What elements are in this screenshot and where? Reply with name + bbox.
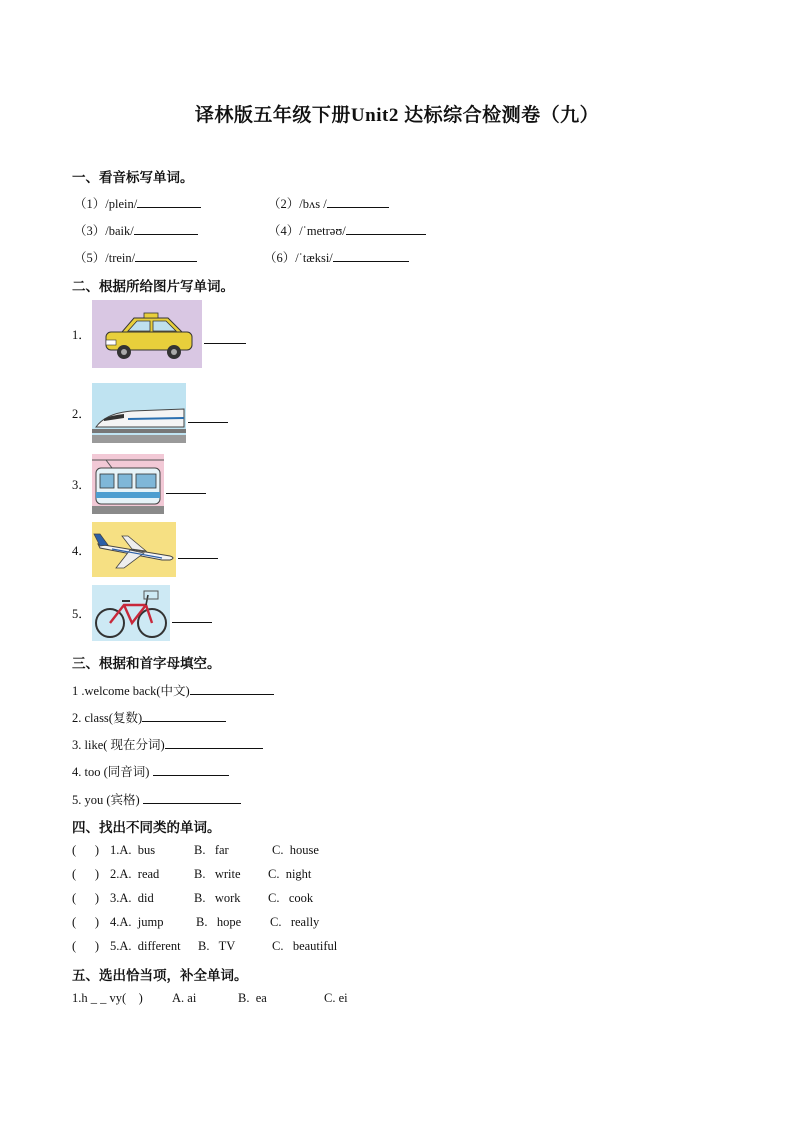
option-c: C. really <box>270 915 320 929</box>
answer-paren[interactable]: ( ) <box>72 867 100 881</box>
option-a: 2.A. read <box>110 867 160 881</box>
bike-picture <box>92 585 170 641</box>
fill-item-1: 1 .welcome back(中文) <box>72 681 274 699</box>
fill-item-5: 5. you (宾格) <box>72 790 241 808</box>
phonetic-item-3: （3）/baik/ <box>74 221 198 239</box>
answer-blank[interactable] <box>333 249 409 262</box>
page-title: 译林版五年级下册Unit2 达标综合检测卷（九） <box>194 105 600 126</box>
option-c: C. beautiful <box>272 939 338 953</box>
option-b: B. hope <box>196 915 242 929</box>
picture-item-3: 3． <box>72 454 206 514</box>
phonetic-item-2: （2）/bʌs / <box>268 194 389 212</box>
picture-item-5: 5． <box>72 585 212 641</box>
answer-blank[interactable] <box>137 195 201 208</box>
answer-blank[interactable] <box>172 612 212 623</box>
answer-blank[interactable] <box>165 736 263 749</box>
answer-blank[interactable] <box>143 791 241 804</box>
answer-blank[interactable] <box>153 763 229 776</box>
option-b: B. ea <box>238 991 267 1005</box>
option-c: C. ei <box>324 991 348 1005</box>
plane-picture <box>92 522 176 577</box>
picture-item-1: 1． <box>72 300 246 368</box>
answer-blank[interactable] <box>188 412 228 423</box>
answer-blank[interactable] <box>142 709 226 722</box>
section-3-heading: 三、根据和首字母填空。 <box>72 656 221 671</box>
answer-blank[interactable] <box>134 222 198 235</box>
section-5-heading: 五、选出恰当项，补全单词。 <box>72 968 248 983</box>
option-c: C. night <box>268 867 312 881</box>
fill-item-3: 3. like( 现在分词) <box>72 735 263 753</box>
option-b: B. far <box>194 843 229 857</box>
option-a: 4.A. jump <box>110 915 164 929</box>
section-2-heading: 二、根据所给图片写单词。 <box>72 279 234 294</box>
answer-paren[interactable]: ( ) <box>72 891 100 905</box>
option-a: 5.A. different <box>110 939 181 953</box>
picture-item-2: 2． <box>72 383 228 443</box>
answer-paren[interactable]: ( ) <box>72 939 100 953</box>
answer-blank[interactable] <box>346 222 426 235</box>
picture-item-4: 4． <box>72 522 218 577</box>
phonetic-item-5: （5）/trein/ <box>74 248 197 266</box>
taxi-picture <box>92 300 202 368</box>
option-a: A. ai <box>172 991 197 1005</box>
option-a: 1.A. bus <box>110 843 156 857</box>
option-c: C. house <box>272 843 319 857</box>
answer-blank[interactable] <box>178 548 218 559</box>
option-a: 3.A. did <box>110 891 154 905</box>
section-1-heading: 一、看音标写单词。 <box>72 170 194 185</box>
answer-blank[interactable] <box>327 195 389 208</box>
section-4-heading: 四、找出不同类的单词。 <box>72 820 221 835</box>
option-b: B. write <box>194 867 241 881</box>
answer-paren[interactable]: ( ) <box>72 915 100 929</box>
answer-blank[interactable] <box>190 682 274 695</box>
fill-item-2: 2. class(复数) <box>72 708 226 726</box>
option-b: B. work <box>194 891 241 905</box>
answer-blank[interactable] <box>204 333 246 344</box>
phonetic-item-6: （6）/ˈtæksi/ <box>264 248 409 266</box>
answer-paren[interactable]: ( ) <box>72 843 100 857</box>
high-speed-train-picture <box>92 383 186 443</box>
option-c: C. cook <box>268 891 314 905</box>
option-b: B. TV <box>198 939 236 953</box>
fill-item-4: 4. too (同音词) <box>72 762 229 780</box>
phonetic-item-1: （1）/plein/ <box>74 194 201 212</box>
word-stem[interactable]: 1.h _ _ vy( ) <box>72 991 143 1005</box>
metro-picture <box>92 454 164 514</box>
answer-blank[interactable] <box>166 483 206 494</box>
phonetic-item-4: （4）/ˈmetrəʊ/ <box>268 221 426 239</box>
answer-blank[interactable] <box>135 249 197 262</box>
